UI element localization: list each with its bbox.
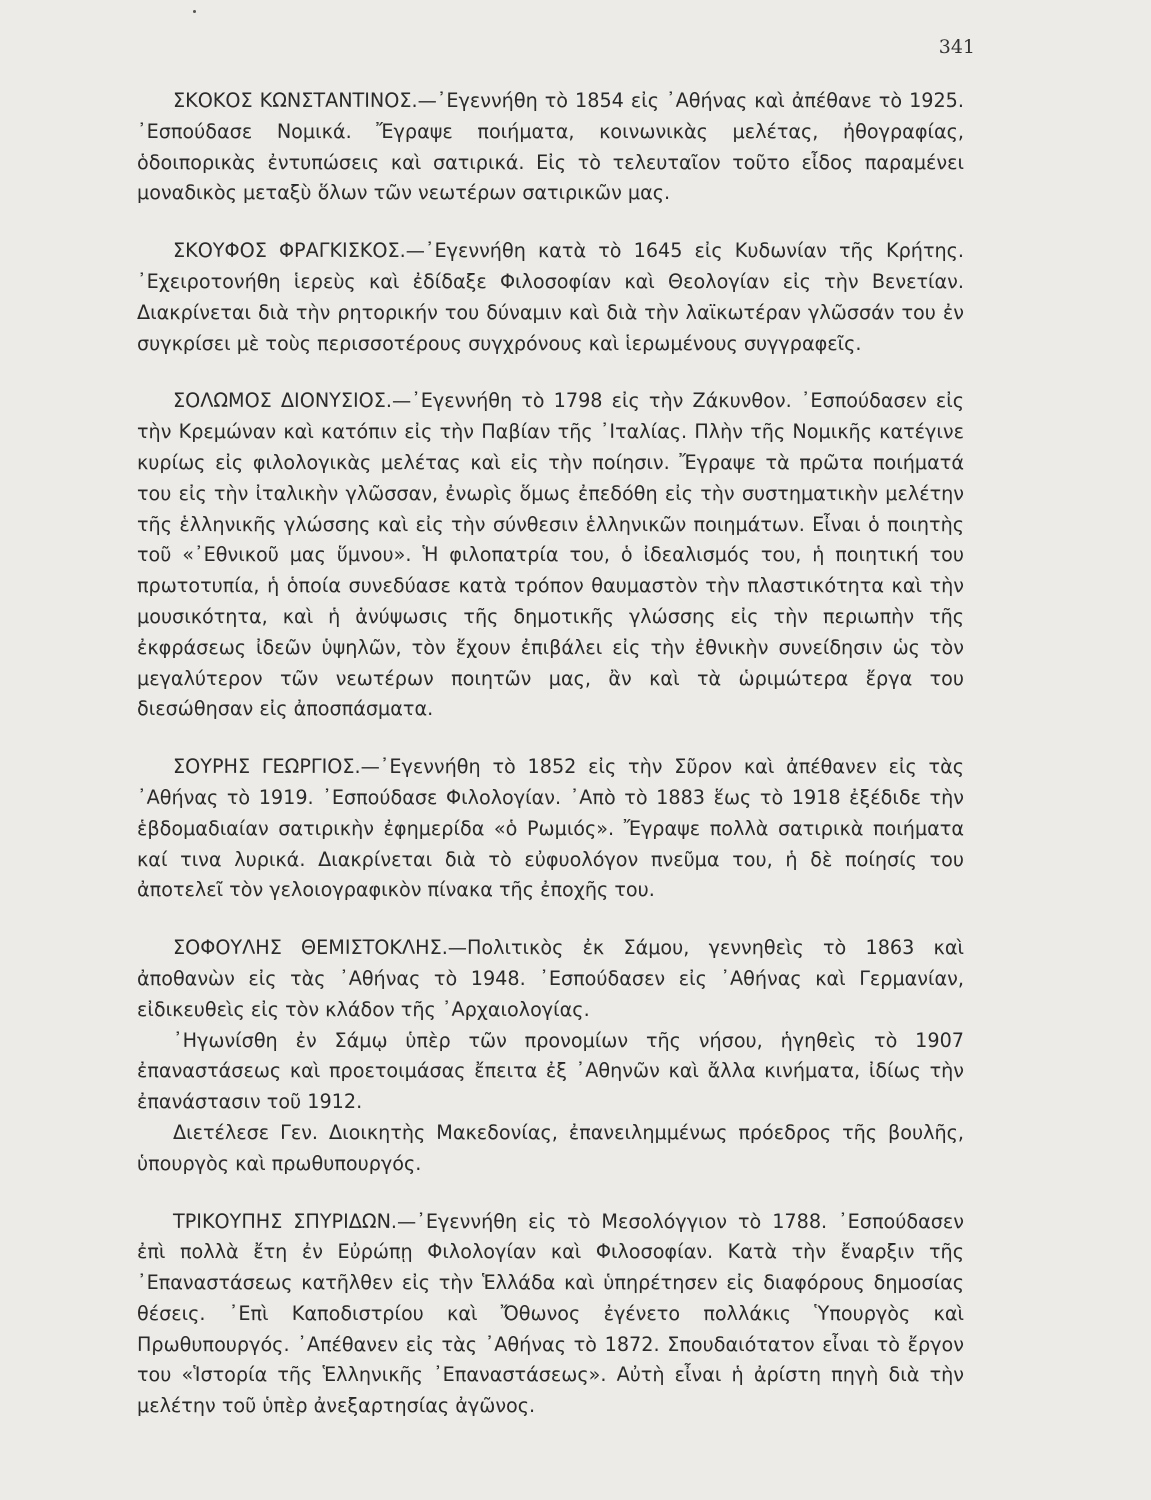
entry-paragraph: [137, 236, 964, 359]
entry-paragraph: [137, 86, 964, 209]
page-number: 341: [938, 36, 975, 58]
entry-trikoupis: [137, 1207, 964, 1423]
entry-heading: ΣΟΛΩΜΟΣ ΔΙΟΝΥΣΙΟΣ.: [173, 389, 392, 413]
entry-heading: ΣΟΦΟΥΛΗΣ ΘΕΜΙΣΤΟΚΛΗΣ.: [173, 936, 448, 960]
entry-paragraph: [137, 1207, 964, 1423]
entry-souris: [137, 752, 964, 906]
ink-speck: [193, 10, 196, 13]
entry-text: —᾿Εγεννήθη τὸ 1852 εἰς τὴν Σῦρον καὶ ἀπέθανεν εἰς τὰς ᾿Αθήνας τὸ 1919. ᾿Εσπούδασε Φιλολογίαν. ᾿Απὸ τὸ 1883 ἕως τὸ 1918 ἐξέδιδε τὴν ἑβδομαδιαίαν σατιρικὴν ἐφημερίδα «ὁ Ρωμιός». Ἔγραψε πολλὰ σατιρικὰ ποιήματα καί τινα λυρικά. Διακρίνεται διὰ τὸ εὐφυολόγον πνεῦμα του, ἡ δὲ ποίησίς του ἀποτελεῖ τὸν γελοιογραφικὸν πίνακα τῆς ἐποχῆς του.: [137, 755, 964, 902]
entry-heading: ΤΡΙΚΟΥΠΗΣ ΣΠΥΡΙΔΩΝ.: [173, 1209, 398, 1233]
entry-paragraph: [137, 933, 964, 1025]
entry-paragraph: ᾿Ηγωνίσθη ἐν Σάμῳ ὑπὲρ τῶν προνομίων τῆς νήσου, ἡγηθεὶς τὸ 1907 ἐπαναστάσεως καὶ προετοιμάσας ἔπειτα ἐξ ᾿Αθηνῶν καὶ ἄλλα κινήματα, ἰδίως τὴν ἐπανάστασιν τοῦ 1912.: [137, 1028, 964, 1114]
entry-paragraph: Διετέλεσε Γεν. Διοικητὴς Μακεδονίας, ἐπανειλημμένως πρόεδρος τῆς βουλῆς, ὑπουργὸς καὶ πρωθυπουργός.: [137, 1120, 964, 1175]
entry-sofoulis: [137, 933, 964, 1179]
entry-skoufos: [137, 236, 964, 359]
entry-heading: ΣΟΥΡΗΣ ΓΕΩΡΓΙΟΣ.: [173, 755, 361, 779]
entry-text: —᾿Εγεννήθη κατὰ τὸ 1645 εἰς Κυδωνίαν τῆς Κρήτης. ᾿Εχειροτονήθη ἱερεὺς καὶ ἐδίδαξε Φιλοσοφίαν καὶ Θεολογίαν εἰς τὴν Βενετίαν. Διακρίνεται διὰ τὴν ρητορικήν του δύναμιν καὶ διὰ τὴν λαϊκωτέραν γλῶσσάν του ἐν συγκρίσει μὲ τοὺς περισσοτέρους συγχρόνους καὶ ἱερωμένους συγγραφεῖς.: [137, 239, 965, 355]
entry-text: —᾿Εγεννήθη τὸ 1798 εἰς τὴν Ζάκυνθον. ᾿Εσπούδασεν εἰς τὴν Κρεμώναν καὶ κατόπιν εἰς τὴν Παβίαν τῆς ᾿Ιταλίας. Πλὴν τῆς Νομικῆς κατέγινε κυρίως εἰς φιλολογικὰς μελέτας καὶ εἰς τὴν ποίησιν. Ἔγραψε τὰ πρῶτα ποιήματά του εἰς τὴν ἰταλικὴν γλῶσσαν, ἐνωρὶς ὅμως ἐπεδόθη εἰς τὴν συστηματικὴν μελέτην τῆς ἑλληνικῆς γλώσσης καὶ εἰς τὴν σύνθεσιν ἑλληνικῶν ποιημάτων. Εἶναι ὁ ποιητὴς τοῦ «᾿Εθνικοῦ μας ὕμνου». Ἡ φιλοπατρία του, ὁ ἰδεαλισμός του, ἡ ποιητική του πρωτοτυπία, ἡ ὁποία συνεδύασε κατὰ τρόπον θαυμαστὸν τὴν πλαστικότητα καὶ τὴν μουσικότητα, καὶ ἡ ἀνύψωσις τῆς δημοτικῆς γλώσσης εἰς τὴν περιωπὴν τῆς ἐκφράσεως ἰδεῶν ὑψηλῶν, τὸν ἔχουν ἐπιβάλει εἰς τὴν ἐθνικὴν συνείδησιν ὡς τὸν μεγαλύτερον τῶν νεωτέρων ποιητῶν μας, ἂν καὶ τὰ ὡριμώτερα ἔργα του διεσώθησαν εἰς ἀποσπάσματα.: [137, 389, 964, 721]
entry-text: —Πολιτικὸς ἐκ Σάμου, γεννηθεὶς τὸ 1863 καὶ ἀποθανὼν εἰς τὰς ᾿Αθήνας τὸ 1948. ᾿Εσπούδασεν εἰς ᾿Αθήνας καὶ Γερμανίαν, εἰδικευθεὶς εἰς τὸν κλάδον τῆς ᾿Αρχαιολογίας.: [137, 936, 964, 1021]
entry-text: —᾿Εγεννήθη τὸ 1854 εἰς ᾿Αθήνας καὶ ἀπέθανε τὸ 1925. ᾿Εσπούδασε Νομικά. Ἔγραψε ποιήματα, κοινωνικὰς μελέτας, ἠθογραφίας, ὁδοιπορικὰς ἐντυπώσεις καὶ σατιρικά. Εἰς τὸ τελευταῖον τοῦτο εἶδος παραμένει μοναδικὸς μεταξὺ ὅλων τῶν νεωτέρων σατιρικῶν μας.: [137, 89, 964, 205]
entry-text: —᾿Εγεννήθη εἰς τὸ Μεσολόγγιον τὸ 1788. ᾿Εσπούδασεν ἐπὶ πολλὰ ἔτη ἐν Εὐρώπῃ Φιλολογίαν καὶ Φιλοσοφίαν. Κατὰ τὴν ἔναρξιν τῆς ᾿Επαναστάσεως κατῆλθεν εἰς τὴν Ἑλλάδα καὶ ὑπηρέτησεν εἰς διαφόρους δημοσίας θέσεις. ᾿Επὶ Καποδιστρίου καὶ Ὄθωνος ἐγένετο πολλάκις Ὑπουργὸς καὶ Πρωθυπουργός. ᾿Απέθανεν εἰς τὰς ᾿Αθήνας τὸ 1872. Σπουδαιότατον εἶναι τὸ ἔργον του «Ἱστορία τῆς Ἑλληνικῆς ᾿Επαναστάσεως». Αὐτὴ εἶναι ἡ ἀρίστη πηγὴ διὰ τὴν μελέτην τοῦ ὑπὲρ ἀνεξαρτησίας ἀγῶνος.: [137, 1209, 964, 1418]
entry-solomos: [137, 386, 964, 725]
entry-paragraph: [137, 752, 964, 906]
entry-heading: ΣΚΟΚΟΣ ΚΩΝΣΤΑΝΤΙΝΟΣ.: [173, 89, 418, 112]
entry-skokos: [137, 86, 964, 209]
page-content: [137, 86, 964, 1449]
entry-heading: ΣΚΟΥΦΟΣ ΦΡΑΓΚΙΣΚΟΣ.: [173, 239, 406, 263]
entry-paragraph: [137, 386, 964, 725]
